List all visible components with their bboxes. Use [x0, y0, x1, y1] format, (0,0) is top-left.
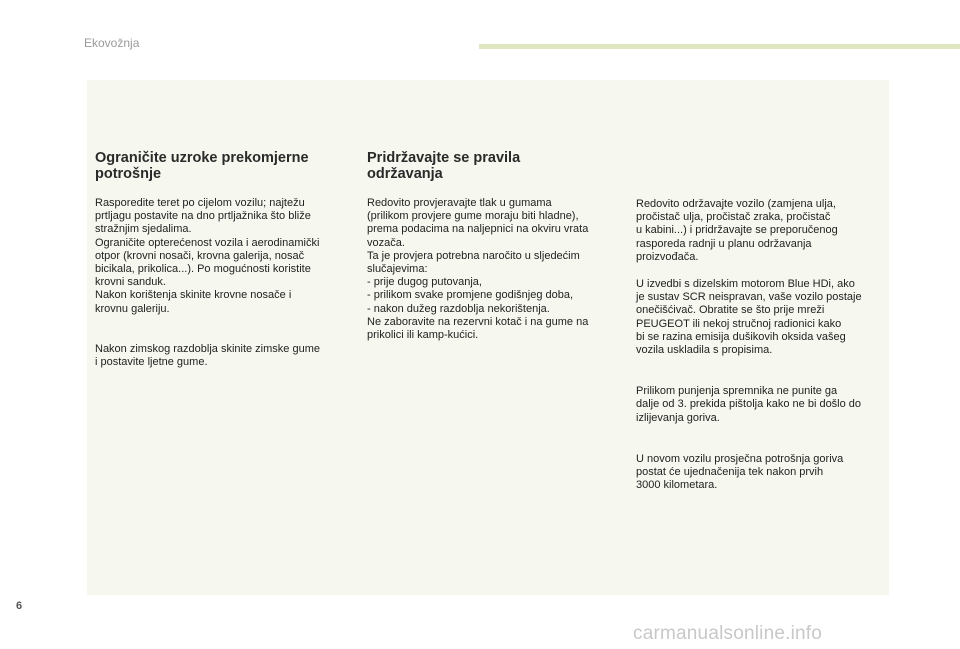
section-title: Ekovožnja [84, 36, 140, 50]
watermark: carmanualsonline.info [633, 623, 823, 644]
header-rule [479, 44, 960, 49]
paragraph-scr-system: U izvedbi s dizelskim motorom Blue HDi, ako je sustav SCR neispravan, vaše vozilo postaje onečišćivač. Obratite se što prije mreži PEUGEOT ili nekoj stručnoj radionici kako bi se razina emisija dušikovih oksida vašeg vozila uskladila s propisima. [636, 278, 862, 357]
column-consumption [95, 150, 350, 369]
paragraph-load: Rasporedite teret po cijelom vozilu; najtežu prtljagu postavite na dno prtljažnika što bliže stražnjim sjedalima. Ograničite opterećenost vozila i aerodinamički otpor (krovni nosači, krovna galerija, nosač bicikala, prikolica...). Po mogućnosti koristite krovni sanduk. Nakon korištenja skinite krovne nosače i krovnu galeriju. [95, 197, 320, 315]
page-number: 6 [16, 600, 23, 612]
column-maintenance-continued [636, 198, 888, 492]
heading-maintenance: Pridržavajte se pravila održavanja [367, 150, 521, 182]
column-maintenance [367, 150, 615, 342]
paragraph-tyre-pressure: Redovito provjeravajte tlak u gumama (prilikom provjere gume moraju biti hladne), prema podacima na naljepnici na okviru vrata vozača. Ta je provjera potrebna naročito u sljedećim slučajevima: - prije dugog putovanja, - prilikom svake promjene godišnjeg doba, - nakon dužeg razdoblja nekorištenja. Ne zaboravite na rezervni kotač i na gume na prikolici ili kamp-kućici. [367, 197, 589, 342]
paragraph-refuelling: Prilikom punjenja spremnika ne punite ga dalje od 3. prekida pištolja kako ne bi došlo do izlijevanja goriva. [636, 385, 862, 424]
paragraph-service: Redovito održavajte vozilo (zamjena ulja, pročistač ulja, pročistač zraka, pročistač u kabini...) i pridržavajte se preporučenog rasporeda radnji u planu održavanja proizvođača. [636, 198, 838, 263]
paragraph-new-vehicle: U novom vozilu prosječna potrošnja goriva postat će ujednačenija tek nakon prvih 3000 kilometara. [636, 452, 844, 492]
heading-consumption: Ograničite uzroke prekomjerne potrošnje [95, 150, 309, 182]
paragraph-tyres-season: Nakon zimskog razdoblja skinite zimske gume i postavite ljetne gume. [95, 342, 320, 369]
